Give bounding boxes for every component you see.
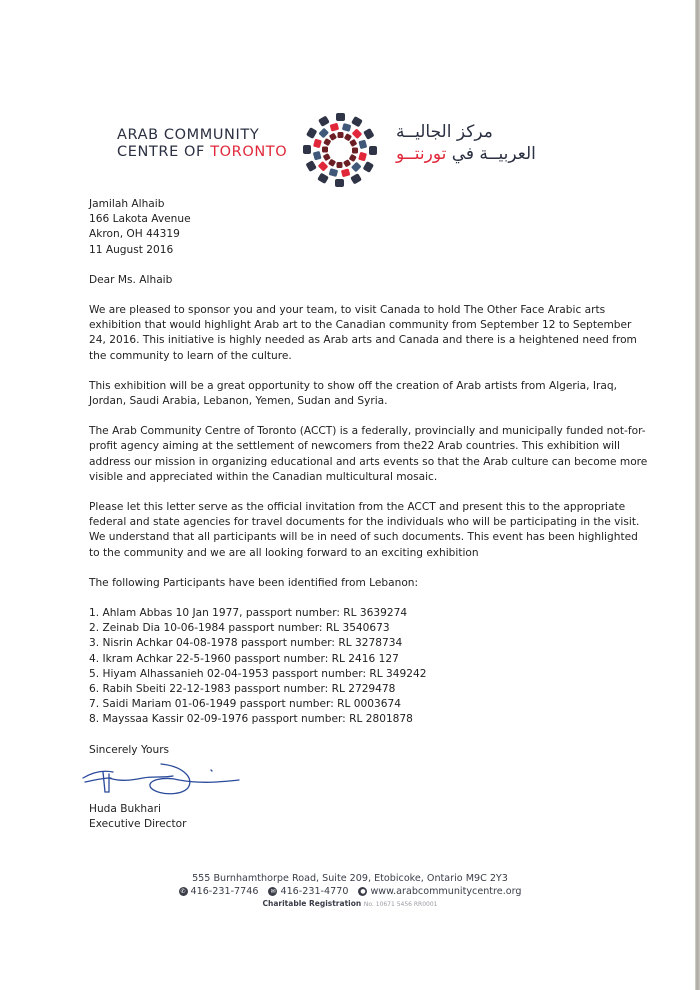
list-item: 2. Zeinab Dia 10-06-1984 passport number: RL 3540673 bbox=[89, 622, 390, 635]
website-link[interactable]: www.arabcommunitycentre.org bbox=[370, 886, 522, 897]
footer-phone bbox=[179, 885, 259, 898]
paragraph-sponsorship: We are pleased to sponsor you and your team, to visit Canada to hold The Other Face Arabic arts exhibition that would highlight Arab art to the Canadian community from September 12 to September 24, 2016. This initiative is highly needed as Arab arts and Canada and there is a heightened need from the community to learn of the culture. bbox=[89, 304, 637, 362]
list-item: 3. Nisrin Achkar 04-08-1978 passport number: RL 3278734 bbox=[89, 637, 403, 650]
recipient-city: Akron, OH 44319 bbox=[89, 228, 180, 241]
charity-registration bbox=[160, 898, 540, 910]
list-item: 4. Ikram Achkar 22-5-1960 passport number: RL 2416 127 bbox=[89, 652, 399, 665]
phone-icon: ✆ bbox=[180, 888, 186, 895]
phone-number: 416-231-7746 bbox=[190, 886, 259, 897]
org-name-arabic-line2 bbox=[396, 143, 556, 165]
fax-icon: ✉ bbox=[270, 888, 276, 895]
letter-date: 11 August 2016 bbox=[89, 243, 174, 256]
org-name-line2-dark: CENTRE OF bbox=[117, 144, 211, 160]
rosette-logo-icon bbox=[300, 110, 380, 190]
recipient-block bbox=[89, 197, 649, 258]
globe-icon: ● bbox=[360, 888, 366, 895]
paragraph-acct: The Arab Community Centre of Toronto (ACCT) is a federally, provincially and municipally funded not-for-profit agency aiming at the settlement of newcomers from the22 Arab countries. This exhibition will address our mission in organizing educational and arts events so that the Arab culture can become more visible and appreciated within the Canadian multicultural mosaic. bbox=[89, 425, 648, 483]
list-item: 7. Saidi Mariam 01-06-1949 passport number: RL 0003674 bbox=[89, 698, 401, 711]
footer-fax bbox=[268, 885, 348, 898]
participants-intro: The following Participants have been identified from Lebanon: bbox=[89, 576, 419, 589]
org-name-line1: ARAB COMMUNITY bbox=[117, 127, 260, 143]
salutation: Dear Ms. Alhaib bbox=[89, 273, 173, 286]
org-name-arabic-line2-dark: العربيــة في bbox=[446, 144, 536, 164]
list-item: 1. Ahlam Abbas 10 Jan 1977, passport number: RL 3639274 bbox=[89, 607, 408, 620]
org-name-line2 bbox=[117, 144, 287, 161]
letterhead bbox=[0, 110, 700, 185]
recipient-street: 166 Lakota Avenue bbox=[89, 213, 191, 226]
footer-website bbox=[358, 885, 521, 898]
footer-address: 555 Burnhamthorpe Road, Suite 209, Etobicoke, Ontario M9C 2Y3 bbox=[192, 873, 508, 884]
org-name-arabic bbox=[396, 121, 556, 165]
charity-number: No. 10671 5456 RR0001 bbox=[363, 901, 438, 908]
charity-label: Charitable Registration bbox=[262, 899, 362, 908]
org-name-arabic-line1: مركز الجاليــة bbox=[396, 122, 493, 142]
org-name-english bbox=[117, 127, 287, 161]
signer-name: Huda Bukhari bbox=[89, 802, 161, 815]
footer-contacts bbox=[160, 885, 540, 898]
signer-title: Executive Director bbox=[89, 818, 187, 831]
letter-footer bbox=[160, 872, 540, 910]
participants-list bbox=[89, 606, 649, 728]
list-item: 6. Rabih Sbeiti 22-12-1983 passport number: RL 2729478 bbox=[89, 683, 396, 696]
fax-number: 416-231-4770 bbox=[280, 886, 349, 897]
valediction: Sincerely Yours bbox=[89, 743, 170, 756]
recipient-name: Jamilah Alhaib bbox=[89, 198, 165, 210]
org-name-line2-red: TORONTO bbox=[210, 144, 288, 160]
handwritten-signature-icon bbox=[89, 758, 289, 802]
paragraph-exhibition: This exhibition will be a great opportunity to show off the creation of Arab artists from Algeria, Iraq, Jordan, Saudi Arabia, Lebanon, Yemen, Sudan and Syria. bbox=[89, 379, 617, 408]
org-name-arabic-line2-red: تورنتــو bbox=[396, 144, 447, 164]
letter-body bbox=[89, 197, 649, 832]
list-item: 5. Hiyam Alhassanieh 02-04-1953 passport number: RL 349242 bbox=[89, 667, 427, 680]
list-item: 8. Mayssaa Kassir 02-09-1976 passport number: RL 2801878 bbox=[89, 713, 413, 726]
paragraph-invitation: Please let this letter serve as the official invitation from the ACCT and present this to the appropriate federal and state agencies for travel documents for the individuals who will be participating in the visit. We understand that all participants will be in need of such documents. This event has been highlighted to the community and we are all looking forward to an exciting exhibition bbox=[89, 501, 640, 559]
